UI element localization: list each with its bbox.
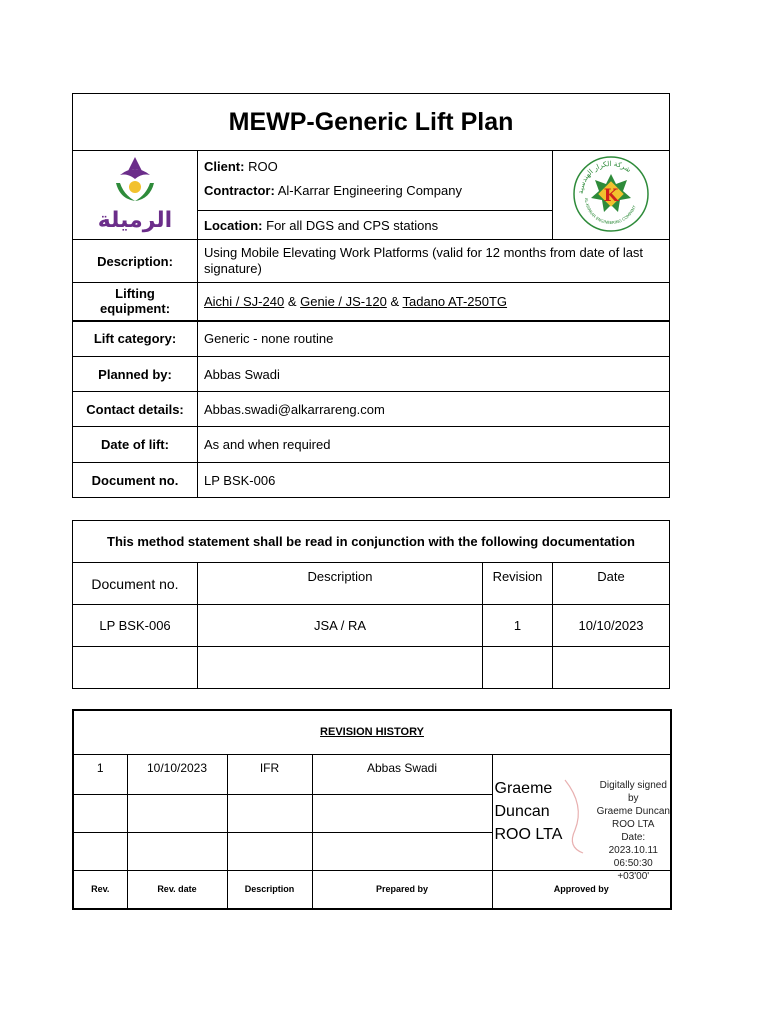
location-value: For all DGS and CPS stations (266, 217, 439, 233)
rev-description: IFR (227, 754, 312, 794)
doc-row-empty (553, 647, 670, 689)
planned-by-label: Planned by: (73, 357, 198, 392)
doc-row-empty (483, 647, 553, 689)
rev-empty-cell (227, 794, 312, 832)
footer-description: Description (227, 870, 312, 909)
planned-by-value: Abbas Swadi (198, 357, 670, 392)
doc-row-date: 10/10/2023 (553, 605, 670, 647)
lift-category-label: Lift category: (73, 321, 198, 357)
lift-plan-table (72, 93, 670, 498)
col-date: Date (553, 563, 670, 605)
document-no-label: Document no. (73, 463, 198, 498)
approval-signature (492, 754, 671, 882)
client-contractor-cell (198, 151, 553, 211)
doc-row-empty (198, 647, 483, 689)
equipment-separator: & (284, 293, 301, 309)
svg-text:شركة الكرار الهندسية: شركة الكرار الهندسية (576, 159, 633, 194)
revision-history-table (72, 709, 672, 910)
client-value: ROO (248, 159, 278, 174)
description-label: Description: (73, 240, 198, 283)
revision-history-heading: REVISION HISTORY (73, 710, 671, 754)
location-cell (198, 211, 553, 240)
rev-empty-cell (73, 832, 127, 870)
equipment-tadano: Tadano AT-250TG (402, 293, 508, 309)
client-label: Client: (204, 159, 245, 174)
col-document-no: Document no. (73, 563, 198, 605)
doc-row-description: JSA / RA (198, 605, 483, 647)
description-value: Using Mobile Elevating Work Platforms (valid for 12 months from date of last signature) (198, 240, 670, 283)
rev-empty-cell (73, 794, 127, 832)
karrar-logo (553, 151, 670, 240)
method-statement-table (72, 520, 670, 689)
equipment-aichi: Aichi / SJ-240 (204, 293, 285, 309)
svg-text:الرميلة: الرميلة (97, 207, 173, 233)
rev-number: 1 (73, 754, 127, 794)
rev-empty-cell (312, 832, 492, 870)
svg-text:AL-KARRAR ENGINEERING COMPANY: AL-KARRAR ENGINEERING COMPANY (583, 197, 637, 225)
contact-details-label: Contact details: (73, 392, 198, 427)
rev-prepared-by: Abbas Swadi (312, 754, 492, 794)
lifting-equipment-label: Lifting equipment: (73, 283, 198, 321)
contractor-label: Contractor: (204, 183, 275, 198)
footer-rev: Rev. (73, 870, 127, 909)
doc-row-docno: LP BSK-006 (73, 605, 198, 647)
location-label: Location: (204, 217, 263, 233)
footer-prepared-by: Prepared by (312, 870, 492, 909)
footer-rev-date: Rev. date (127, 870, 227, 909)
col-description: Description (198, 563, 483, 605)
method-statement-heading: This method statement shall be read in conjunction with the following documentation (73, 521, 670, 563)
date-of-lift-label: Date of lift: (73, 427, 198, 463)
footer-approved-by: Approved by (492, 870, 671, 909)
contact-details-value: Abbas.swadi@alkarrareng.com (198, 392, 670, 427)
doc-row-revision: 1 (483, 605, 553, 647)
rumaila-logo (73, 151, 198, 240)
doc-row-empty (73, 647, 198, 689)
document-no-value: LP BSK-006 (198, 463, 670, 498)
signer-name: Graeme Duncan ROO LTA (494, 779, 563, 843)
contractor-value: Al-Karrar Engineering Company (277, 183, 462, 198)
rumaila-logo-icon (90, 153, 180, 235)
rev-empty-cell (127, 832, 227, 870)
karrar-logo-icon (571, 154, 651, 234)
lifting-equipment-value (198, 283, 670, 321)
date-of-lift-value: As and when required (198, 427, 670, 463)
equipment-separator: & (386, 293, 403, 309)
svg-text:K: K (603, 185, 619, 206)
rev-empty-cell (127, 794, 227, 832)
rev-date: 10/10/2023 (127, 754, 227, 794)
digital-signature-block: Digitally signed by Graeme Duncan ROO LTA Date: 2023.10.11 06:50:30 +03'00' (596, 779, 670, 882)
lift-category-value: Generic - none routine (198, 321, 670, 357)
col-revision: Revision (483, 563, 553, 605)
rev-empty-cell (312, 794, 492, 832)
rev-empty-cell (227, 832, 312, 870)
page-title: MEWP-Generic Lift Plan (73, 94, 670, 151)
equipment-genie: Genie / JS-120 (300, 293, 387, 309)
